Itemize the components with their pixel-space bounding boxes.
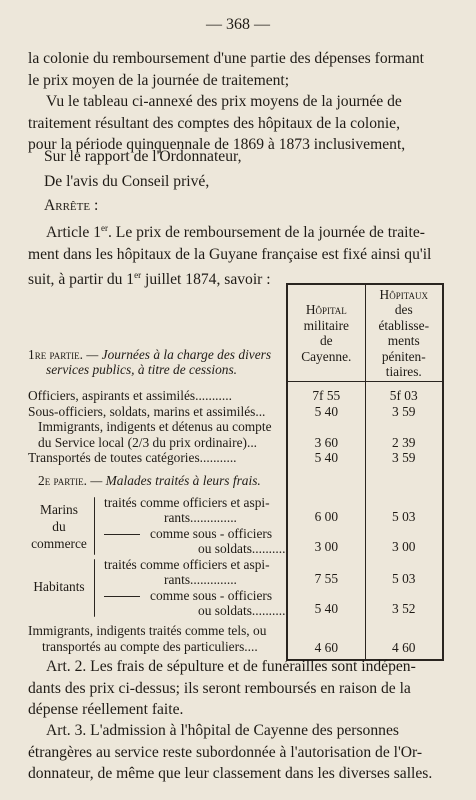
dash-line [104,534,140,535]
arrete-heading: Arrête : [44,197,99,214]
row-label: comme sous - officiers [150,526,273,541]
text-line: pour la période quinquennale de 1869 à 1873 inclusivement, [28,136,406,153]
value-cell: 5 03 [365,495,443,525]
value-cell: 3 59 [365,404,443,420]
text-line: donnateur, de même que leur classement dans les diverses salles. [28,765,433,782]
brace [94,559,95,617]
text-line: dants des prix ci-dessus; ils seront remboursés en raison de la [28,679,411,697]
value-cell: 5 40 [287,404,365,420]
text-run: juillet 1874, savoir : [141,271,271,289]
header-text: Cayenne. [301,348,352,364]
intro-paragraph [28,48,438,91]
group-name-line: du [52,519,66,534]
part1-heading [28,284,287,382]
text-run: . Le prix de remboursement de la journée de traite- [108,224,425,242]
text-line: la colonie du remboursement d'une partie des dépenses formant [28,50,424,67]
text-line: dépense réellement faite. [28,701,184,718]
part-title: services publics, à titre de cessions. [46,362,238,377]
table-row [28,435,443,451]
dash-line [104,596,140,597]
group-name-habitants: Habitants [33,579,85,594]
text-line [28,218,438,244]
price-table [28,283,444,661]
text-line: ment dans les hôpitaux de la Guyane française est fixé ainsi qu'il [28,245,432,263]
header-hopitaux-penitentiaires [365,284,443,382]
text-line: Art. 3. L'admission à l'hôpital de Cayenne des personnes [46,722,399,739]
header-text: de [319,333,333,348]
text-line: Art. 2. Les frais de sépulture et de funérailles sont indépen- [46,658,416,675]
text-line: étrangères au service reste subordonnée à l'autorisation de l'Or- [28,743,423,761]
part2-heading [28,466,287,496]
row-label: Transportés de toutes catégories........... [28,450,237,465]
value-cell: 3 52 [365,587,443,620]
marins-group [28,495,287,557]
row-label: du Service local (2/3 du prix ordinaire)... [38,434,258,450]
row-label: rants.............. [164,510,237,525]
header-text: ments [387,333,420,348]
text-line: Vu le tableau ci-annexé des prix moyens de la journée de [46,93,402,110]
row-label: transportés au compte des particuliers.... [42,638,258,654]
part-title: — Malades traités à leurs frais. [90,472,261,488]
header-text: péniten- [381,348,426,364]
table-row [28,450,443,466]
row-label: Immigrants, indigents traités comme tels, ou [28,623,267,638]
row-label: rants.............. [164,572,237,587]
group-name-line: commerce [31,536,87,551]
text-run: suit, à partir du 1 [28,271,135,289]
row-label: traités comme officiers et aspi- [104,495,270,510]
brace [94,497,95,555]
row-label: ou soldats.......... [198,603,286,618]
value-cell: 3 59 [365,450,443,466]
final-row-label [28,619,287,660]
table-row [28,419,443,435]
value-cell: 4 60 [365,619,443,660]
value-cell: 3 00 [365,525,443,558]
part-label: 1re partie. [28,346,84,362]
group-name-line: Marins [40,502,78,517]
header-text: militaire [303,317,349,333]
header-text: Hôpitaux [379,286,428,302]
table-row [28,404,443,420]
article-1 [28,218,438,291]
text-run: Article 1 [46,224,101,242]
habitants-group [28,557,287,619]
value-cell: 5 40 [287,450,365,466]
header-hopital-militaire [287,284,365,382]
superscript: er [134,270,142,281]
row-label: comme sous - officiers [150,588,273,603]
row-label: Officiers, aspirants et assimilés........... [28,387,232,403]
value-cell: 6 00 [287,495,365,525]
value-cell: 5f 03 [365,382,443,404]
text-line: le prix moyen de la journée de traitement; [28,71,290,89]
row-label: ou soldats.......... [198,541,286,556]
header-text: Hôpital [305,302,347,317]
row-label: traités comme officiers et aspi- [104,557,270,572]
value-cell: 7f 55 [287,382,365,404]
article-3 [28,720,438,785]
header-text: tiaires. [385,364,422,379]
value-cell: 5 03 [365,557,443,587]
table-row [28,619,443,660]
part-title: — Journées à la charge des divers [86,346,272,362]
value-cell: 2 39 [365,435,443,451]
row-label: Sous-officiers, soldats, marins et assimilés... [28,403,266,419]
value-cell [365,419,443,435]
value-cell: 3 60 [287,435,365,451]
header-text: des [394,302,413,317]
header-text: établisse- [378,317,430,333]
value-cell: 3 00 [287,525,365,558]
de-line: De l'avis du Conseil privé, [44,173,210,190]
value-cell: 7 55 [287,557,365,587]
value-cell: 5 40 [287,587,365,620]
article-2 [28,656,438,721]
text-line: traitement résultant des comptes des hôpitaux de la colonie, [28,114,400,132]
table-header-row [28,284,443,382]
row-label: Immigrants, indigents et détenus au compte [38,419,272,434]
page-number: — 368 — [206,16,270,33]
part-label: 2e partie. [38,472,88,488]
value-cell [287,419,365,435]
sur-line: Sur le rapport de l'Ordonnateur, [44,148,242,165]
group-name-marins [28,501,90,552]
table-row [28,382,443,404]
superscript: er [101,223,108,233]
value-cell: 4 60 [287,619,365,660]
part2-heading-row [28,466,443,496]
